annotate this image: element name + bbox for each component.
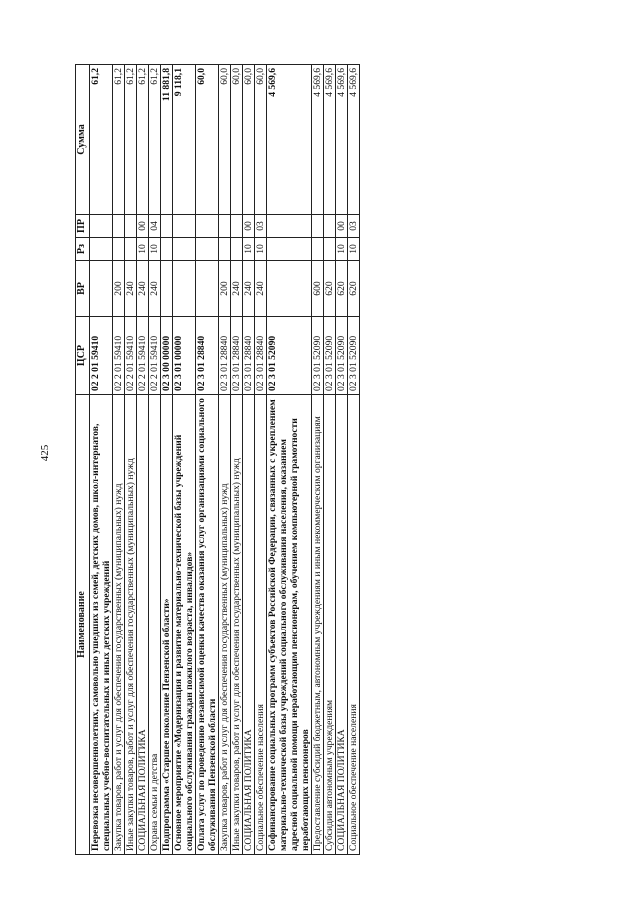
cell-vr [267, 261, 312, 317]
cell-pr [113, 215, 125, 238]
cell-vr: 240 [231, 261, 243, 317]
cell-vr: 240 [149, 261, 161, 317]
col-header-pr: ПР [76, 215, 90, 238]
cell-csr: 02 2 01 59410 [113, 317, 125, 395]
table-row [348, 65, 360, 855]
col-header-name: Наименование [76, 395, 90, 855]
cell-name: Основное мероприятие «Модернизация и развитие материально-технической базы учреждений социального обслуживания граждан пожилого возраста, инвалидов» [173, 395, 196, 855]
cell-csr: 02 3 01 52090 [324, 317, 336, 395]
cell-name: Социальное обеспечение населения [348, 395, 360, 855]
table-row [137, 65, 149, 855]
cell-csr: 02 3 01 28840 [243, 317, 255, 395]
cell-sum: 61,2 [149, 65, 161, 215]
cell-pr [173, 215, 196, 238]
table-row [336, 65, 348, 855]
cell-rz: 10 [149, 238, 161, 261]
cell-sum: 61,2 [90, 65, 113, 215]
cell-rz [125, 238, 137, 261]
cell-csr: 02 2 01 59410 [125, 317, 137, 395]
cell-pr [219, 215, 231, 238]
cell-name: Иные закупки товаров, работ и услуг для обеспечения государственных (муниципальных) нужд [231, 395, 243, 855]
cell-pr [196, 215, 219, 238]
col-header-vr: ВР [76, 261, 90, 317]
cell-vr [173, 261, 196, 317]
col-header-csr: ЦСР [76, 317, 90, 395]
cell-pr: 00 [243, 215, 255, 238]
table-row [149, 65, 161, 855]
cell-name: Предоставление субсидий бюджетным, автономным учреждениям и иным некоммерческим организациям [312, 395, 324, 855]
cell-sum: 4 569,6 [312, 65, 324, 215]
cell-pr [312, 215, 324, 238]
table-row [243, 65, 255, 855]
cell-vr [161, 261, 173, 317]
cell-rz [173, 238, 196, 261]
cell-sum: 60,0 [231, 65, 243, 215]
cell-csr: 02 3 01 52090 [348, 317, 360, 395]
cell-vr: 200 [113, 261, 125, 317]
cell-sum: 4 569,6 [348, 65, 360, 215]
table-row [196, 65, 219, 855]
cell-name: Охрана семьи и детства [149, 395, 161, 855]
cell-name: Социальное обеспечение населения [255, 395, 267, 855]
cell-name: СОЦИАЛЬНАЯ ПОЛИТИКА [137, 395, 149, 855]
cell-name: Подпрограмма «Старшее поколение Пензенской области» [161, 395, 173, 855]
cell-name: Субсидии автономным учреждениям [324, 395, 336, 855]
cell-pr: 03 [348, 215, 360, 238]
cell-pr: 00 [336, 215, 348, 238]
cell-csr: 02 3 01 00000 [173, 317, 196, 395]
cell-sum: 11 881,8 [161, 65, 173, 215]
table-body [90, 65, 360, 855]
cell-pr [267, 215, 312, 238]
cell-sum: 60,0 [196, 65, 219, 215]
cell-pr: 04 [149, 215, 161, 238]
cell-rz [90, 238, 113, 261]
cell-csr: 02 3 01 52090 [336, 317, 348, 395]
cell-rz: 10 [137, 238, 149, 261]
cell-csr: 02 3 00 00000 [161, 317, 173, 395]
table-header-row [76, 65, 90, 855]
table-row [324, 65, 336, 855]
cell-csr: 02 2 01 59410 [137, 317, 149, 395]
page-number: 425 [39, 444, 51, 462]
cell-sum: 4 569,6 [324, 65, 336, 215]
cell-vr: 240 [137, 261, 149, 317]
cell-pr [125, 215, 137, 238]
table-row [267, 65, 312, 855]
cell-sum: 60,0 [219, 65, 231, 215]
cell-name: Закупка товаров, работ и услуг для обеспечения государственных (муниципальных) нужд [219, 395, 231, 855]
table-row [312, 65, 324, 855]
cell-name: Оплата услуг по проведению независимой оценки качества оказания услуг организациями социального обслуживания Пензенской области [196, 395, 219, 855]
cell-rz: 10 [243, 238, 255, 261]
table-row [125, 65, 137, 855]
cell-vr: 240 [125, 261, 137, 317]
cell-csr: 02 2 01 59410 [149, 317, 161, 395]
table-row [173, 65, 196, 855]
cell-pr [324, 215, 336, 238]
cell-csr: 02 3 01 28840 [231, 317, 243, 395]
cell-name: Перевозка несовершеннолетних, самовольно ушедших из семей, детских домов, школ-интернатов, специальных учебно-воспитательных и иных детских учреждений [90, 395, 113, 855]
cell-sum: 60,0 [255, 65, 267, 215]
cell-rz [161, 238, 173, 261]
cell-vr: 240 [243, 261, 255, 317]
cell-pr: 00 [137, 215, 149, 238]
cell-rz: 10 [348, 238, 360, 261]
cell-vr: 620 [324, 261, 336, 317]
cell-name: Софинансирование социальных программ субъектов Российской Федерации, связанных с укреплением материально-технической базы учреждений социального обслуживания населения, оказанием адресной социальной помощи неработающим пенсионерам, обучением компьютерной грамотности неработающих пенсионеров [267, 395, 312, 855]
cell-rz: 10 [255, 238, 267, 261]
cell-vr [196, 261, 219, 317]
cell-sum: 60,0 [243, 65, 255, 215]
cell-csr: 02 2 01 59410 [90, 317, 113, 395]
cell-rz [231, 238, 243, 261]
cell-sum: 4 569,6 [267, 65, 312, 215]
cell-name: Иные закупки товаров, работ и услуг для обеспечения государственных (муниципальных) нужд [125, 395, 137, 855]
cell-csr: 02 3 01 28840 [219, 317, 231, 395]
cell-sum: 4 569,6 [336, 65, 348, 215]
cell-pr [161, 215, 173, 238]
cell-sum: 9 118,1 [173, 65, 196, 215]
cell-rz [113, 238, 125, 261]
cell-vr: 620 [336, 261, 348, 317]
cell-name: СОЦИАЛЬНАЯ ПОЛИТИКА [336, 395, 348, 855]
table-row [231, 65, 243, 855]
budget-table [75, 64, 360, 855]
table-row [113, 65, 125, 855]
cell-sum: 61,2 [137, 65, 149, 215]
cell-sum: 61,2 [113, 65, 125, 215]
cell-rz [324, 238, 336, 261]
cell-csr: 02 3 01 28840 [196, 317, 219, 395]
cell-vr [90, 261, 113, 317]
col-header-rz: Рз [76, 238, 90, 261]
cell-rz [267, 238, 312, 261]
cell-rz [196, 238, 219, 261]
cell-name: СОЦИАЛЬНАЯ ПОЛИТИКА [243, 395, 255, 855]
cell-pr: 03 [255, 215, 267, 238]
cell-rz: 10 [336, 238, 348, 261]
cell-vr: 200 [219, 261, 231, 317]
cell-sum: 61,2 [125, 65, 137, 215]
cell-rz [219, 238, 231, 261]
budget-table-container [75, 65, 360, 855]
cell-rz [312, 238, 324, 261]
cell-pr [90, 215, 113, 238]
cell-vr: 620 [348, 261, 360, 317]
col-header-sum: Сумма [76, 65, 90, 215]
cell-vr: 240 [255, 261, 267, 317]
table-row [161, 65, 173, 855]
table-row [255, 65, 267, 855]
cell-name: Закупка товаров, работ и услуг для обеспечения государственных (муниципальных) нужд [113, 395, 125, 855]
cell-csr: 02 3 01 52090 [267, 317, 312, 395]
cell-csr: 02 3 01 28840 [255, 317, 267, 395]
cell-pr [231, 215, 243, 238]
table-row [219, 65, 231, 855]
table-row [90, 65, 113, 855]
cell-csr: 02 3 01 52090 [312, 317, 324, 395]
cell-vr: 600 [312, 261, 324, 317]
